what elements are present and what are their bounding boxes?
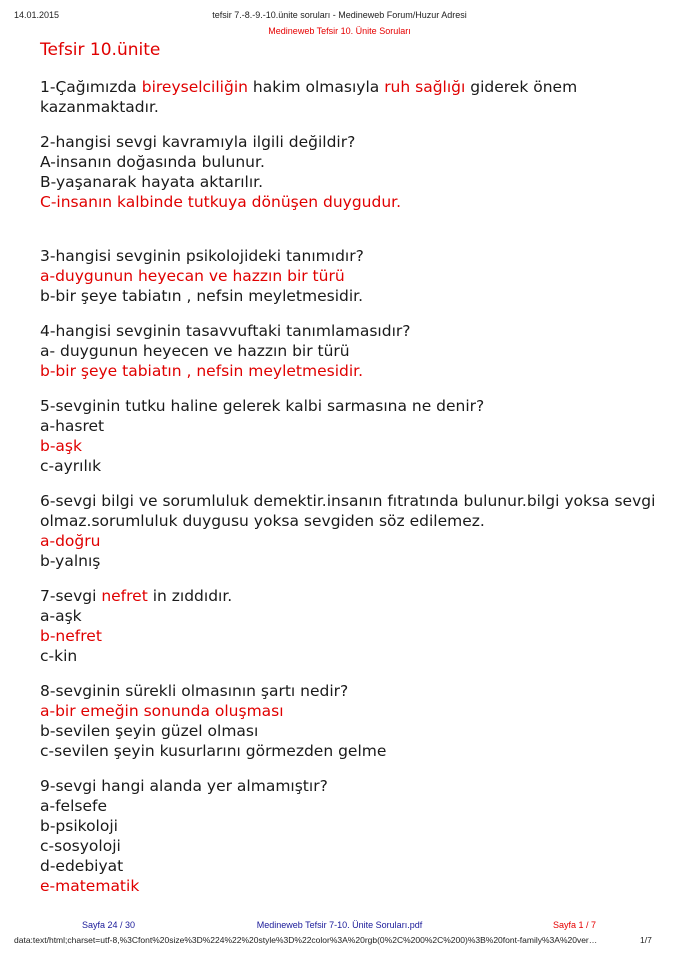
question-1 xyxy=(40,77,670,117)
question-text: 8-sevginin sürekli olmasının şartı nedir? xyxy=(40,682,349,700)
question-4 xyxy=(40,321,670,381)
question-7-text: in zıddıdır. xyxy=(147,587,233,605)
option-b: B-yaşanarak hayata aktarılır. xyxy=(40,173,264,191)
correct-option: C-insanın kalbinde tutkuya dönüşen duygudur. xyxy=(40,193,402,211)
highlight-term: bireyselciliğin xyxy=(141,78,248,96)
option-a: a-felsefe xyxy=(40,797,107,815)
correct-option: b-bir şeye tabiatın , nefsin meyletmesidir. xyxy=(40,362,364,380)
question-text: 2-hangisi sevgi kavramıyla ilgili değildir? xyxy=(40,133,356,151)
option-b: b-psikoloji xyxy=(40,817,118,835)
option-c: c-sevilen şeyin kusurlarını görmezden gelme xyxy=(40,742,387,760)
question-2 xyxy=(40,132,670,212)
option-a: a-aşk xyxy=(40,607,82,625)
print-date: 14.01.2015 xyxy=(14,10,60,20)
question-text: 9-sevgi hangi alanda yer almamıştır? xyxy=(40,777,328,795)
highlight-term: nefret xyxy=(101,587,148,605)
page-counter-right: Sayfa 1 / 7 xyxy=(553,920,597,930)
document-title: Tefsir 10.ünite xyxy=(40,40,161,60)
question-1-text: 1-Çağımızda xyxy=(40,78,142,96)
highlight-term: ruh sağlığı xyxy=(384,78,466,96)
option-d: d-edebiyat xyxy=(40,857,124,875)
option-c: c-kin xyxy=(40,647,78,665)
print-page-number: 1/7 xyxy=(640,935,652,945)
question-9 xyxy=(40,776,670,896)
question-7 xyxy=(40,586,670,666)
question-6 xyxy=(40,491,670,571)
option-b: b-sevilen şeyin güzel olması xyxy=(40,722,259,740)
question-1-text: giderek önem kazanmaktadır. xyxy=(40,78,578,116)
document-subtitle: Medineweb Tefsir 10. Ünite Soruları xyxy=(268,26,411,36)
correct-option: b-nefret xyxy=(40,627,102,645)
page-counter-left: Sayfa 24 / 30 xyxy=(82,920,136,930)
option-a: a-hasret xyxy=(40,417,105,435)
question-7-text: 7-sevgi xyxy=(40,587,102,605)
correct-option: b-aşk xyxy=(40,437,82,455)
question-text: 3-hangisi sevginin psikolojideki tanımıdır? xyxy=(40,247,364,265)
question-list xyxy=(40,77,670,911)
question-5 xyxy=(40,396,670,476)
question-1-text: hakim olmasıyla xyxy=(247,78,385,96)
option-c: c-sosyoloji xyxy=(40,837,121,855)
option-b: b-bir şeye tabiatın , nefsin meyletmesidir. xyxy=(40,287,364,305)
source-url: data:text/html;charset=utf-8,%3Cfont%20size%3D%224%22%20style%3D%22color%3A%20rgb(0%2C%200%2C%200)%3B%20font-family%3A%20ver… xyxy=(14,935,598,945)
question-text: 4-hangisi sevginin tasavvuftaki tanımlamasıdır? xyxy=(40,322,411,340)
option-a: A-insanın doğasında bulunur. xyxy=(40,153,265,171)
correct-option: e-matematik xyxy=(40,877,140,895)
option-a: a- duygunun heyecen ve hazzın bir türü xyxy=(40,342,350,360)
question-8 xyxy=(40,681,670,761)
question-3 xyxy=(40,246,670,306)
option-c: c-ayrılık xyxy=(40,457,102,475)
question-text xyxy=(40,586,670,606)
pdf-filename: Medineweb Tefsir 7-10. Ünite Soruları.pdf xyxy=(256,920,423,930)
option-b: b-yalnış xyxy=(40,552,101,570)
question-text: 5-sevginin tutku haline gelerek kalbi sarmasına ne denir? xyxy=(40,397,485,415)
correct-option: a-bir emeğin sonunda oluşması xyxy=(40,702,284,720)
correct-option: a-doğru xyxy=(40,532,101,550)
question-text: 6-sevgi bilgi ve sorumluluk demektir.insanın fıtratında bulunur.bilgi yoksa sevgi olmaz.sorumluluk duygusu yoksa sevgiden söz edilemez. xyxy=(40,492,656,530)
page-title: tefsir 7.-8.-9.-10.ünite soruları - Medineweb Forum/Huzur Adresi xyxy=(212,10,467,20)
correct-option: a-duygunun heyecan ve hazzın bir türü xyxy=(40,267,345,285)
